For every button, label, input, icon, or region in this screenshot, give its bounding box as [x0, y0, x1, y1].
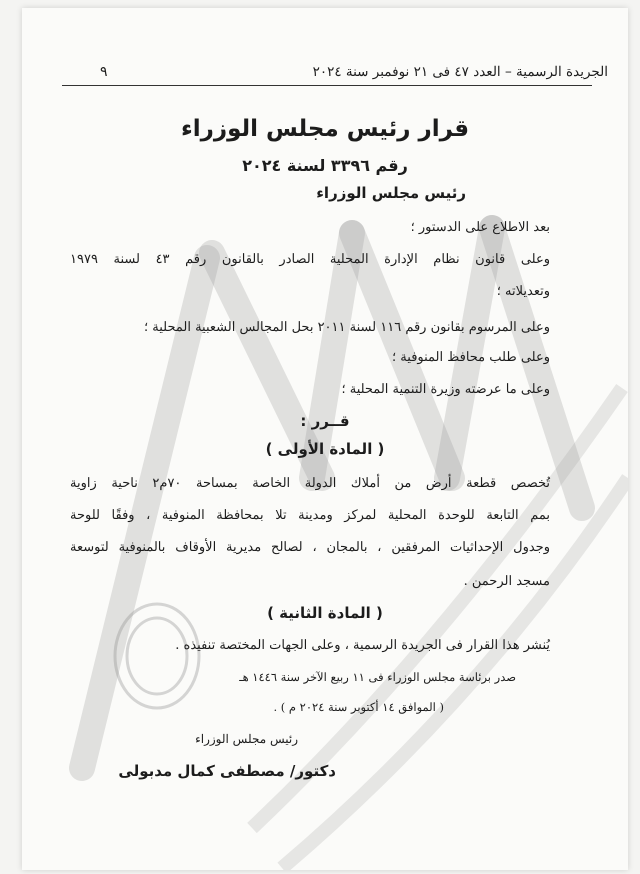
signature-name: دكتور/ مصطفى كمال مدبولى	[118, 762, 336, 780]
preamble-line: وعلى طلب محافظ المنوفية ؛	[392, 350, 550, 365]
gazette-page	[22, 8, 628, 870]
decree-title: قرار رئيس مجلس الوزراء	[180, 116, 470, 142]
issuer-heading: رئيس مجلس الوزراء	[316, 184, 466, 202]
article-1-line: وجدول الإحداثيات المرفقين ، بالمجان ، لصالح مديرية الأوقاف بالمنوفية لتوسعة	[70, 540, 550, 555]
article-1-line: بمم التابعة للوحدة المحلية لمركز ومدينة تلا بمحافظة المنوفية ، وفقًا للوحة	[70, 508, 550, 523]
preamble-line: بعد الاطلاع على الدستور ؛	[410, 220, 550, 235]
issued-date-hijri: صدر برئاسة مجلس الوزراء فى ١١ ربيع الآخر سنة ١٤٤٦ هـ	[239, 670, 516, 684]
decree-number: رقم ٣٣٩٦ لسنة ٢٠٢٤	[242, 156, 408, 175]
issued-date-gregorian: ( الموافق ١٤ أكتوبر سنة ٢٠٢٤ م ) .	[273, 700, 444, 714]
decided-heading: قــرر :	[300, 412, 350, 430]
article-1-heading: ( المادة الأولى )	[265, 440, 385, 458]
signature-role: رئيس مجلس الوزراء	[195, 732, 298, 746]
header-rule	[62, 85, 592, 86]
article-2-heading: ( المادة الثانية )	[267, 604, 383, 622]
page-number: ٩	[100, 64, 108, 80]
preamble-line: وعلى ما عرضته وزيرة التنمية المحلية ؛	[341, 382, 550, 397]
preamble-line: وعلى المرسوم بقانون رقم ١١٦ لسنة ٢٠١١ بحل المجالس الشعبية المحلية ؛	[144, 320, 550, 335]
article-1-line: مسجد الرحمن .	[463, 574, 550, 589]
article-2-line: يُنشر هذا القرار فى الجريدة الرسمية ، وعلى الجهات المختصة تنفيذه .	[175, 638, 550, 653]
running-header: الجريدة الرسمية – العدد ٤٧ فى ٢١ نوفمبر سنة ٢٠٢٤	[312, 64, 608, 80]
preamble-line: وتعديلاته ؛	[496, 284, 550, 299]
article-1-line: تُخصص قطعة أرض من أملاك الدولة الخاصة بمساحة ٧٠م٢ ناحية زاوية	[70, 476, 550, 491]
preamble-line: وعلى قانون نظام الإدارة المحلية الصادر بالقانون رقم ٤٣ لسنة ١٩٧٩	[70, 252, 550, 267]
